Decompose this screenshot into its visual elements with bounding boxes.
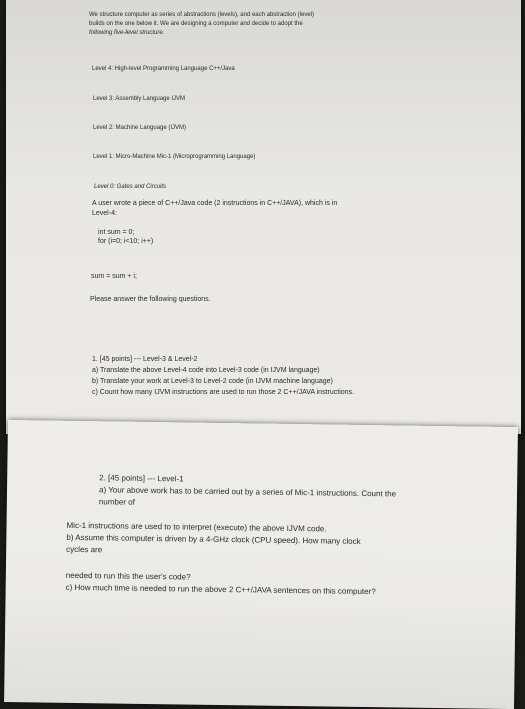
code-line-2: for (i=0; i<10; i++) [98, 238, 154, 245]
level-3-label: Level 3: Assembly Language IJVM [93, 96, 186, 102]
question-1a: a) Translate the above Level-4 code into Level-3 code (in IJVM language) [92, 367, 320, 374]
question-sheet-page-2 [4, 420, 518, 709]
question-2a-line-2: number of [98, 497, 135, 507]
intro-line-3: following five-level structure. [89, 30, 165, 36]
question-2a-line-3: Mic-1 instructions are used to to interpret (execute) the above IJVM code. [66, 520, 327, 534]
level-1-label: Level 1: Micro-Machine Mic-1 (Microprogramming Language) [93, 154, 256, 160]
question-1c: c) Count how many IJVM instructions are used to run those 2 C++/JAVA instructions. [92, 389, 354, 396]
level-4-label: Level 4: High-level Programming Language C++/Java [92, 66, 235, 72]
question-2b-line-2: cycles are [66, 544, 103, 555]
question-2a-line-1: a) Your above work has to be carried out by a series of Mic-1 instructions. Count the [98, 485, 397, 499]
level-2-label: Level 2: Machine Language (IJVM) [93, 125, 187, 131]
question-2b-line-1: b) Assume this computer is driven by a 4-GHz clock (CPU speed). How many clock [66, 532, 361, 546]
question-2-title: 2. [45 points] --- Level-1 [99, 473, 184, 484]
code-line-1: int sum = 0; [98, 229, 135, 236]
code-line-3: sum = sum + i; [91, 273, 137, 280]
instruction-text: Please answer the following questions. [90, 296, 211, 303]
question-2c: c) How much time is needed to run the above 2 C++/JAVA sentences on this computer? [65, 582, 376, 597]
intro-line-1: We structure computer as series of abstractions (levels), and each abstraction (level) [89, 12, 314, 18]
level-0-label: Level 0: Gates and Circuits [94, 184, 167, 190]
question-1b: b) Translate your work at Level-3 to Level-2 code (in IJVM machine language) [92, 378, 333, 385]
question-1-title: 1. [45 points] --- Level-3 & Level-2 [92, 356, 198, 363]
prompt-line-2: Level-4: [92, 210, 117, 217]
question-sheet-page-1 [6, 0, 521, 434]
question-2b-line-3: needed to run this the user's code? [65, 570, 191, 582]
prompt-line-1: A user wrote a piece of C++/Java code (2 instructions in C++/JAVA), which is in [92, 200, 338, 207]
intro-line-2: builds on the one below it. We are designing a computer and decide to adopt the [89, 21, 303, 27]
